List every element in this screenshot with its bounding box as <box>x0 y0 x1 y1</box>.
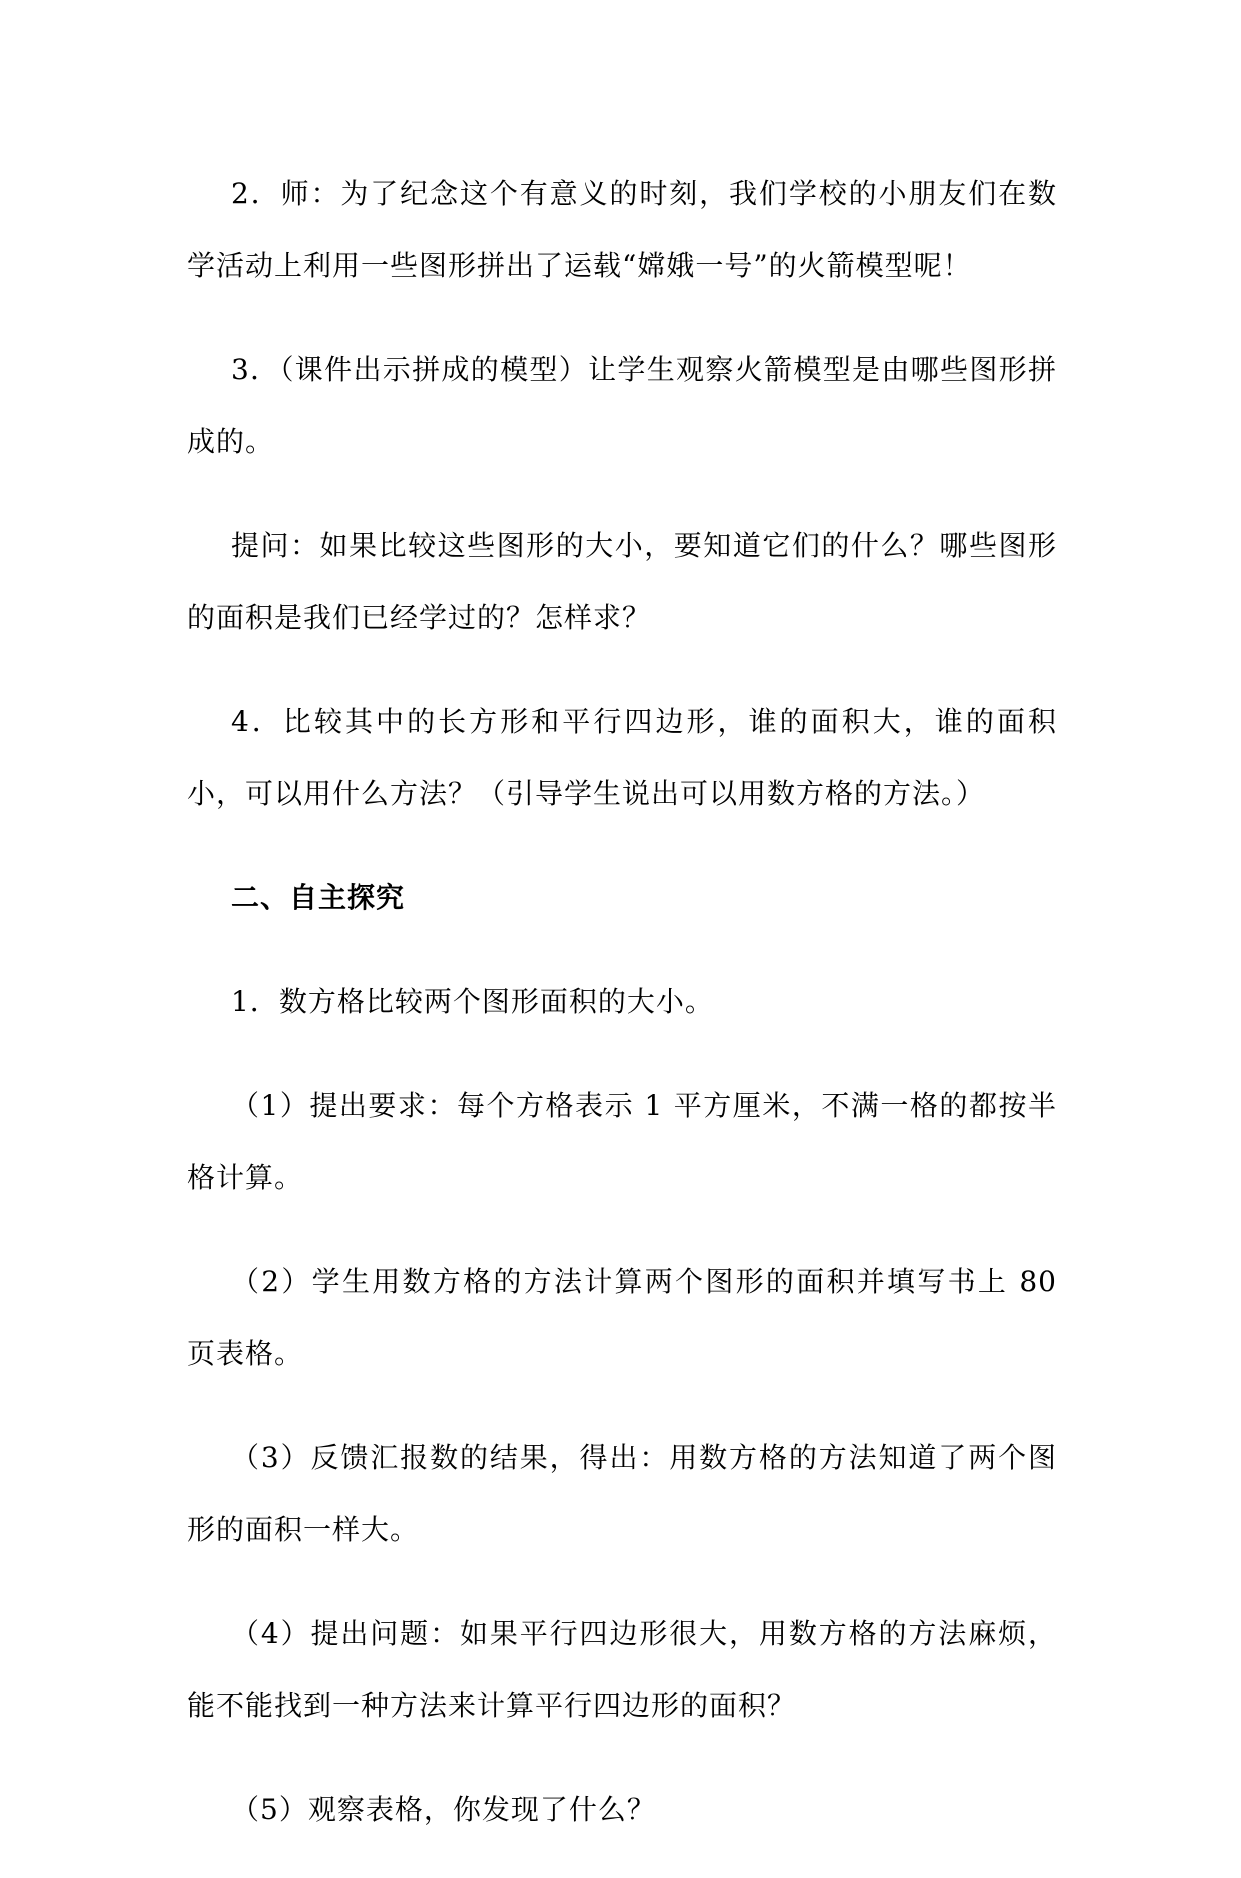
paragraph-compare-shapes: 4．比较其中的长方形和平行四边形，谁的面积大，谁的面积小，可以用什么方法？（引导学生说出可以用数方格的方法。） <box>187 705 1057 810</box>
paragraph-step-4: （4）提出问题：如果平行四边形很大，用数方格的方法麻烦，能不能找到一种方法来计算平行四边形的面积？ <box>187 1617 1057 1722</box>
paragraph-step-5: （5）观察表格，你发现了什么？ <box>231 1793 656 1826</box>
paragraph-teacher-rocket: 2．师：为了纪念这个有意义的时刻，我们学校的小朋友们在数学活动上利用一些图形拼出了运载“嫦娥一号”的火箭模型呢！ <box>187 177 1057 282</box>
paragraph-step-3: （3）反馈汇报数的结果，得出：用数方格的方法知道了两个图形的面积一样大。 <box>187 1441 1057 1546</box>
paragraph-step-2: （2）学生用数方格的方法计算两个图形的面积并填写书上 80 页表格。 <box>187 1265 1057 1370</box>
document-body <box>187 158 1057 1878</box>
section-heading: 二、自主探究 <box>231 881 406 914</box>
paragraph-question: 提问：如果比较这些图形的大小，要知道它们的什么？哪些图形的面积是我们已经学过的？怎样求？ <box>187 529 1057 634</box>
paragraph-courseware-model: 3．（课件出示拼成的模型）让学生观察火箭模型是由哪些图形拼成的。 <box>187 353 1057 458</box>
paragraph-step-1: （1）提出要求：每个方格表示 1 平方厘米，不满一格的都按半格计算。 <box>187 1089 1057 1194</box>
paragraph-count-squares: 1．数方格比较两个图形面积的大小。 <box>231 985 714 1018</box>
